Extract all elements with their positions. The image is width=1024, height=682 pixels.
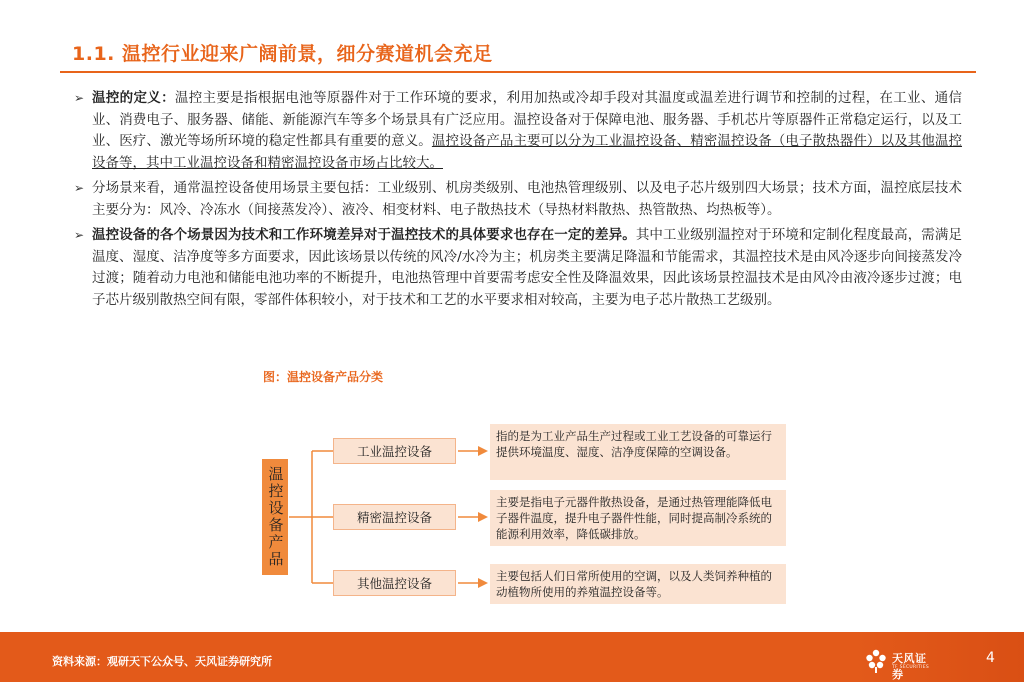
bullet-lead: 温控设备的各个场景因为技术和工作环境差异对于温控技术的具体要求也存在一定的差异。 [92, 227, 636, 243]
category-box-other [333, 570, 456, 596]
bullet-lead: 温控的定义： [92, 90, 175, 106]
footer-source: 资料来源：观研天下公众号、天风证券研究所 [52, 655, 272, 668]
description-box-other [490, 564, 786, 604]
arrow-right-icon: ➢ [74, 181, 85, 195]
category-box-industrial [333, 438, 456, 464]
company-logo [864, 647, 936, 681]
bullet-underlined-text: 温控设备产品主要可以分为工业温控设备、精密温控设备（电子散热器件）以及其他温控设备等，其中工业温控设备和精密温控设备市场占比较大。 [92, 133, 963, 171]
category-label: 精密温控设备 [356, 510, 432, 525]
description-text: 主要包括人们日常所使用的空调，以及人类饲养种植的动植物所使用的养殖温控设备等。 [496, 569, 772, 599]
bullet-text: 其中工业级别温控对于环境和定制化程度最高，需满足温度、湿度、洁净度等多方面要求，因此该场景以传统的风冷/水冷为主；机房类主要满足降温和节能需求，其温控技术是由风冷逐步向间接蒸发冷过渡；随着动力电池和储能电池功率的不断提升，电池热管理中首要需考虑安全性及降温效果，因此该场景控温技术是由风冷由液冷逐步过渡；电子芯片级别散热空间有限，零部件体积较小，对于技术和工艺的水平要求相对较高，主要为电子芯片散热工艺级别。 [92, 227, 963, 308]
root-category-box [262, 459, 288, 575]
root-category-label: 温控设备产品 [266, 466, 285, 568]
logo-name: 天风证券 [892, 652, 927, 681]
logo-subtitle: TF SECURITIES [892, 665, 930, 670]
description-text: 指的是为工业产品生产过程或工业工艺设备的可靠运行提供环境温度、湿度、洁净度保障的空调设备。 [496, 429, 772, 459]
bullet-text: 温控主要是指根据电池等原器件对于工作环境的要求，利用加热或冷却手段对其温度或温差进行调节和控制的过程，在工业、通信业、消费电子、服务器、储能、新能源汽车等多个场景具有广泛应用。温控设备对于保障电池、服务器、手机芯片等原器件正常稳定运行，以及工业、医疗、激光等场所环境的稳定性都具有重要的意义。 [92, 90, 963, 149]
title-divider [60, 71, 976, 73]
bullet-definition [72, 88, 962, 174]
category-box-precision [333, 504, 456, 530]
bullet-list [72, 88, 962, 315]
category-label: 其他温控设备 [356, 576, 432, 591]
bullet-scenarios [72, 178, 962, 221]
page-number: 4 [986, 650, 995, 666]
arrow-right-icon: ➢ [74, 228, 85, 242]
bullet-differences [72, 225, 962, 311]
bullet-text: 分场景来看，通常温控设备使用场景主要包括：工业级别、机房类级别、电池热管理级别、以及电子芯片级别四大场景；技术方面，温控底层技术主要分为：风冷、冷冻水（间接蒸发冷）、液冷、相变材料、电子散热技术（导热材料散热、热管散热、均热板等）。 [92, 180, 962, 218]
category-label: 工业温控设备 [356, 444, 432, 459]
description-box-precision [490, 490, 786, 546]
tf-flower-logo-icon [864, 647, 888, 673]
description-box-industrial [490, 424, 786, 480]
page-title: 1.1. 温控行业迎来广阔前景，细分赛道机会充足 [72, 43, 493, 65]
arrow-right-icon: ➢ [74, 91, 85, 105]
figure-caption: 图：温控设备产品分类 [263, 370, 384, 384]
description-text: 主要是指电子元器件散热设备，是通过热管理能降低电子器件温度，提升电子器件性能，同时提高制冷系统的能源利用效率，降低碳排放。 [496, 495, 772, 541]
